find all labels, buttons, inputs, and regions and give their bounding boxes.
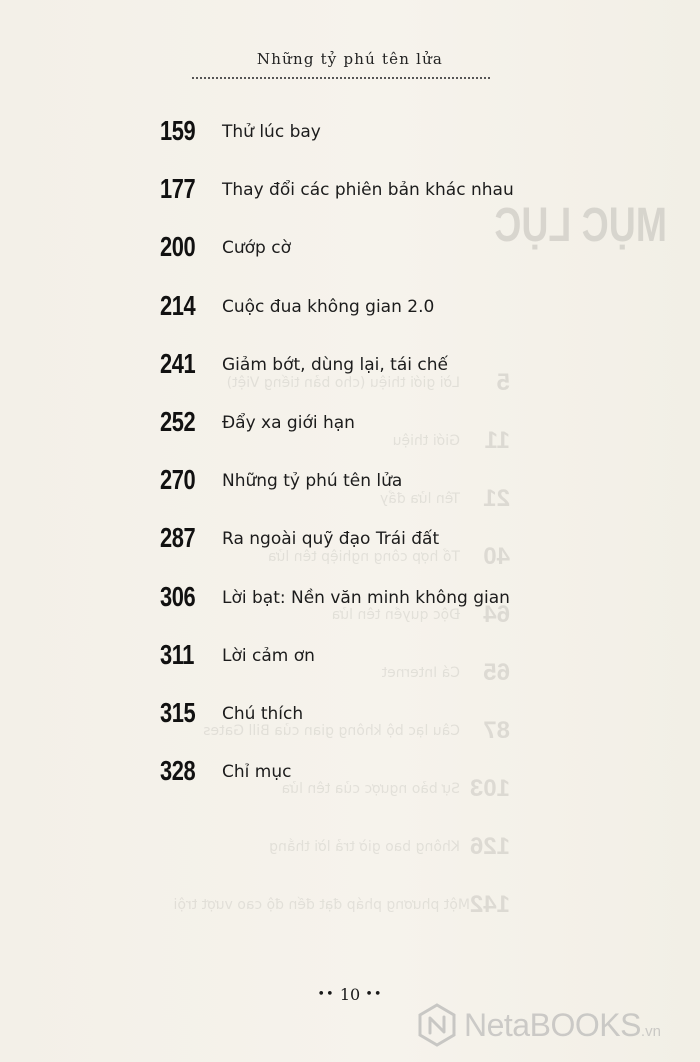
ghost-page-number: 65 xyxy=(483,659,510,686)
ghost-page-number: 126 xyxy=(469,833,510,860)
publisher-watermark xyxy=(418,1000,661,1050)
toc-chapter-title: Thay đổi các phiên bản khác nhau xyxy=(222,180,514,201)
ghost-page-number: 103 xyxy=(469,775,510,802)
toc-entry xyxy=(160,521,560,579)
toc-entry xyxy=(160,230,560,288)
toc-chapter-title: Lời bạt: Nền văn minh không gian xyxy=(222,587,510,608)
folio-dots-right: •• xyxy=(365,987,383,1002)
toc-chapter-title: Cuộc đua không gian 2.0 xyxy=(222,296,435,317)
toc-chapter-title: Chú thích xyxy=(222,703,304,724)
ghost-page-number: 40 xyxy=(483,543,510,570)
toc-page-number: 315 xyxy=(160,696,196,728)
ghost-page-number: 142 xyxy=(469,891,510,918)
ghost-page-number: 64 xyxy=(483,601,510,628)
toc-entry xyxy=(160,405,560,463)
toc-entry xyxy=(160,114,560,172)
ghost-chapter-title: Lời giới thiệu (cho bản tiếng Việt) xyxy=(226,375,460,391)
toc-chapter-title: Chỉ mục xyxy=(222,762,292,783)
ghost-row xyxy=(173,890,510,920)
folio-dots-left: •• xyxy=(317,987,335,1002)
toc-page-number: 177 xyxy=(160,173,196,205)
ghost-chapter-title: Câu lạc bộ không gian của Bill Gates xyxy=(203,723,460,739)
toc-chapter-title: Thử lúc bay xyxy=(222,122,321,142)
toc-page-number: 328 xyxy=(160,755,196,787)
watermark-brand-suffix: .vn xyxy=(640,1022,661,1040)
toc-entry xyxy=(160,696,560,754)
toc-entry xyxy=(160,580,560,638)
toc-page-number: 270 xyxy=(160,464,196,496)
toc-chapter-title: Lời cảm ơn xyxy=(222,645,315,666)
toc-entry xyxy=(160,289,560,347)
ghost-page-number: 11 xyxy=(484,427,510,454)
toc-chapter-title: Giảm bớt, dùng lại, tái chế xyxy=(222,354,448,375)
header-dotted-rule xyxy=(192,77,490,79)
toc-entry xyxy=(160,463,560,521)
netabooks-logo-icon xyxy=(418,1003,456,1047)
ghost-chapter-title: Độc quyền tên lửa xyxy=(331,607,460,623)
toc-entry xyxy=(160,638,560,696)
running-head-title: Những tỷ phú tên lửa xyxy=(256,50,444,68)
toc-chapter-title: Ra ngoài quỹ đạo Trái đất xyxy=(222,529,440,550)
toc-page-number: 252 xyxy=(160,405,196,437)
ghost-chapter-title: Sự bảo ngược của tên lửa xyxy=(281,781,460,797)
ghost-chapter-title: Tên lửa đẩy xyxy=(379,491,460,507)
ghost-row xyxy=(180,832,510,862)
toc-page-number: 214 xyxy=(160,289,196,321)
ghost-page-number: 5 xyxy=(496,369,510,396)
toc-page-number: 306 xyxy=(160,580,196,612)
ghost-chapter-title: Không bao giờ trả lời thắng xyxy=(269,839,460,855)
ghost-page-number: 87 xyxy=(483,717,510,744)
toc-chapter-title: Cướp cờ xyxy=(222,238,291,259)
watermark-brand xyxy=(464,1007,661,1044)
ghost-chapter-title: Giới thiệu xyxy=(392,433,460,449)
ghost-chapter-title: Tổ hợp công nghiệp tên lửa xyxy=(267,549,460,565)
ghost-page-number: 21 xyxy=(483,485,510,512)
toc-chapter-title: Những tỷ phú tên lửa xyxy=(222,471,403,492)
toc-page-number: 311 xyxy=(160,638,195,670)
ghost-heading: MỤC LỤC xyxy=(494,199,667,252)
toc-entry xyxy=(160,172,560,230)
toc-page-number: 159 xyxy=(160,115,196,146)
page-folio xyxy=(300,985,400,1004)
toc-page-number: 287 xyxy=(160,522,196,554)
toc-page-number: 241 xyxy=(160,347,196,379)
toc-page-number: 200 xyxy=(160,231,196,263)
toc-entry xyxy=(160,347,560,405)
ghost-chapter-title: Cá Internet xyxy=(381,665,460,681)
toc-entry xyxy=(160,754,560,812)
ghost-chapter-title: Một phương pháp đạt đến độ cao vượt trội xyxy=(173,897,470,913)
toc-chapter-title: Đẩy xa giới hạn xyxy=(222,412,355,433)
page-number: 10 xyxy=(339,985,361,1004)
table-of-contents xyxy=(160,114,560,812)
watermark-brand-name: NetaBOOKS xyxy=(464,1006,641,1043)
